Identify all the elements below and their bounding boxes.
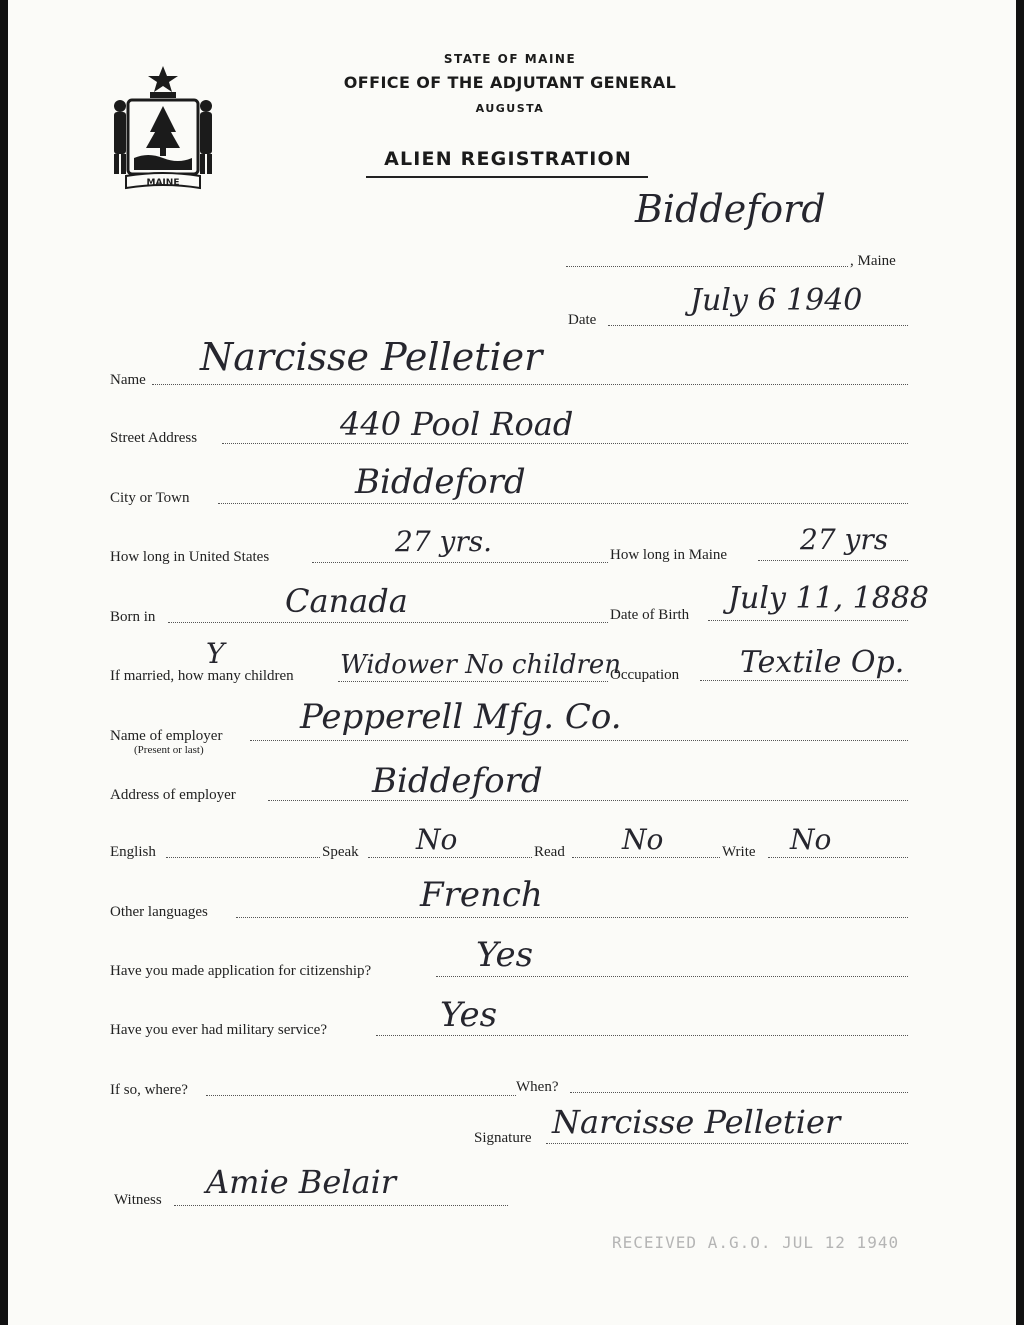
name-value: Narcisse Pelletier — [200, 335, 543, 379]
city-line — [218, 503, 908, 504]
city-label: City or Town — [110, 490, 190, 506]
employer-address-value: Biddeford — [372, 761, 543, 801]
date-line — [608, 325, 908, 326]
scan-edge-left — [0, 0, 8, 1325]
form-title: ALIEN REGISTRATION — [384, 148, 632, 170]
english-line — [166, 857, 320, 858]
name-line — [152, 384, 908, 385]
employer-address-line — [268, 800, 908, 801]
occupation-label: Occupation — [610, 667, 680, 683]
witness-label: Witness — [114, 1192, 162, 1208]
how-long-maine-line — [758, 560, 908, 561]
married-mark-value: Y — [206, 637, 225, 670]
town-value: Biddeford — [635, 187, 826, 231]
other-languages-line — [236, 917, 908, 918]
seal-banner-text: MAINE — [146, 178, 180, 188]
street-label: Street Address — [110, 430, 198, 446]
speak-line — [368, 857, 532, 858]
street-value: 440 Pool Road — [340, 405, 574, 443]
witness-value: Amie Belair — [206, 1163, 397, 1201]
born-in-value: Canada — [285, 582, 408, 620]
when-label: When? — [516, 1079, 559, 1095]
speak-label: Speak — [322, 844, 359, 860]
dob-label: Date of Birth — [610, 607, 690, 623]
employer-address-label: Address of employer — [110, 787, 236, 803]
employer-sublabel: (Present or last) — [134, 744, 204, 756]
married-label: If married, how many children — [110, 668, 294, 684]
born-in-line — [168, 622, 608, 623]
military-label: Have you ever had military service? — [110, 1022, 327, 1038]
when-line — [570, 1092, 908, 1093]
write-line — [768, 857, 908, 858]
other-languages-label: Other languages — [110, 904, 208, 920]
how-long-us-line — [312, 562, 608, 563]
signature-line — [546, 1143, 908, 1144]
read-line — [572, 857, 720, 858]
write-label: Write — [722, 844, 756, 860]
street-line — [222, 443, 908, 444]
signature-value: Narcisse Pelletier — [552, 1103, 841, 1141]
speak-value: No — [416, 823, 458, 856]
scan-edge-right — [1016, 0, 1024, 1325]
city-value: Biddeford — [355, 462, 526, 502]
how-long-us-label: How long in United States — [110, 549, 270, 565]
dob-line — [708, 620, 908, 621]
where-line — [206, 1095, 516, 1096]
read-label: Read — [534, 844, 565, 860]
header-state: STATE OF MAINE — [443, 52, 577, 66]
employer-line — [250, 740, 908, 741]
name-label: Name — [110, 372, 146, 388]
born-in-label: Born in — [110, 609, 156, 625]
witness-line — [174, 1205, 508, 1206]
header-city: AUGUSTA — [475, 102, 545, 115]
read-value: No — [622, 823, 664, 856]
maine-state-seal-icon — [108, 62, 218, 192]
date-label: Date — [568, 312, 597, 328]
citizenship-line — [436, 976, 908, 977]
military-line — [376, 1035, 908, 1036]
date-value: July 6 1940 — [690, 283, 863, 318]
title-underline — [366, 176, 648, 178]
how-long-maine-label: How long in Maine — [610, 547, 728, 563]
dob-value: July 11, 1888 — [728, 581, 930, 616]
received-stamp: RECEIVED A.G.O. JUL 12 1940 — [612, 1233, 900, 1252]
employer-value: Pepperell Mfg. Co. — [300, 697, 622, 737]
how-long-maine-value: 27 yrs — [800, 523, 889, 556]
employer-label: Name of employer — [110, 728, 223, 744]
military-value: Yes — [440, 995, 498, 1035]
occupation-value: Textile Op. — [740, 645, 905, 680]
maine-label: , Maine — [850, 253, 896, 269]
citizenship-label: Have you made application for citizenship? — [110, 963, 372, 979]
other-languages-value: French — [420, 875, 543, 915]
occupation-line — [700, 680, 908, 681]
english-label: English — [110, 844, 156, 860]
write-value: No — [790, 823, 832, 856]
married-line — [338, 681, 608, 682]
signature-label: Signature — [474, 1130, 532, 1146]
citizenship-value: Yes — [476, 935, 534, 975]
town-line — [566, 266, 848, 267]
where-label: If so, where? — [110, 1082, 188, 1098]
married-value: Widower No children — [340, 650, 622, 680]
header-office: OFFICE OF THE ADJUTANT GENERAL — [343, 73, 677, 92]
how-long-us-value: 27 yrs. — [395, 525, 493, 558]
